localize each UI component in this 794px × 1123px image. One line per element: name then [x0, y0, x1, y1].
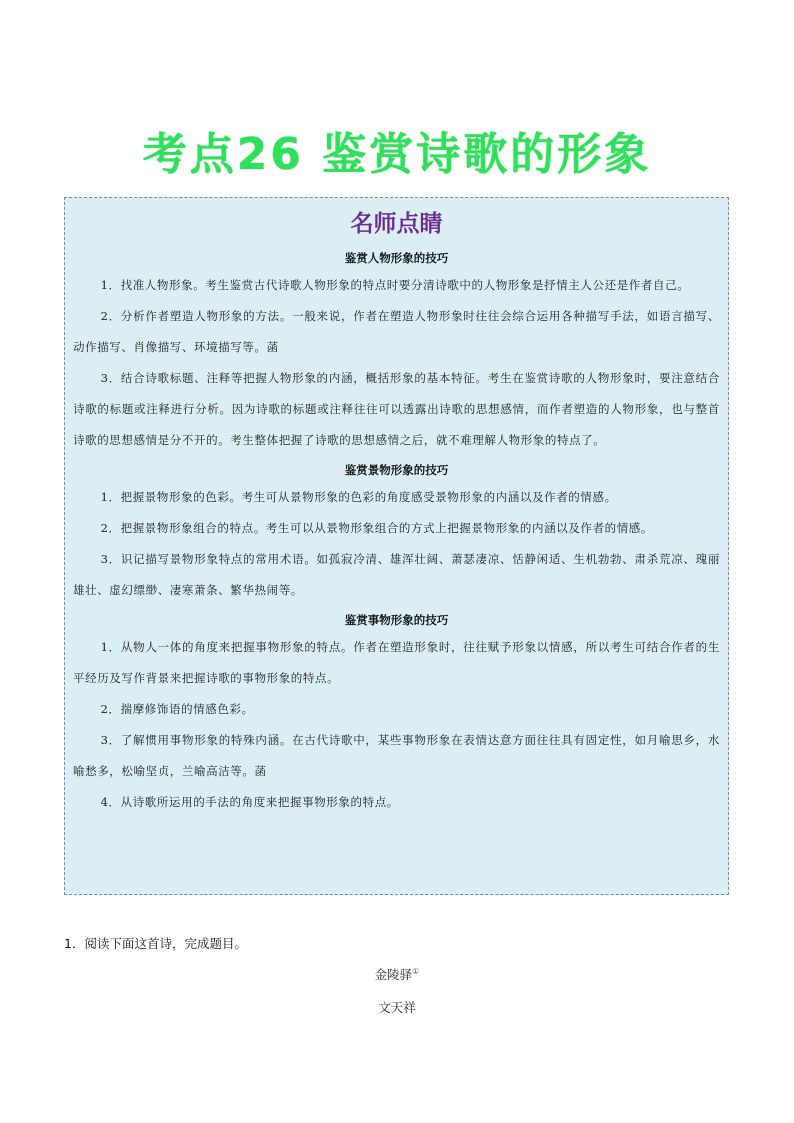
section-title: 鉴赏人物形象的技巧 — [344, 251, 449, 265]
paragraph: 2．分析作者塑造人物形象的方法。一般来说，作者在塑造人物形象时往往会综合运用各种描写手法，如语言描写、动作描写、肖像描写、环境描写等。菡 — [73, 309, 720, 354]
paragraph: 3．识记描写景物形象特点的常用术语。如孤寂冷清、雄浑壮阔、萧瑟凄凉、恬静闲适、生机勃勃、肃杀荒凉、瑰丽雄壮、虚幻缥缈、凄寒萧条、繁华热闹等。 — [73, 552, 720, 597]
section-title: 鉴赏景物形象的技巧 — [344, 463, 449, 477]
paragraph: 1．把握景物形象的色彩。考生可从景物形象的色彩的角度感受景物形象的内涵以及作者的情感。 — [100, 490, 617, 504]
paragraph: 3．了解惯用事物形象的特殊内涵。在古代诗歌中，某些事物形象在表情达意方面往往具有固定性，如月喻思乡，水喻愁多，松喻坚贞，兰喻高洁等。菡 — [73, 733, 720, 778]
paragraph: 2．揣摩修饰语的情感色彩。 — [100, 702, 254, 716]
section-object — [73, 610, 720, 818]
poem-title — [0, 965, 794, 983]
section-title: 鉴赏事物形象的技巧 — [344, 613, 449, 627]
section-character — [73, 248, 720, 456]
paragraph: 4．从诗歌所运用的手法的角度来把握事物形象的特点。 — [100, 795, 399, 809]
question-prompt: 1．阅读下面这首诗，完成题目。 — [64, 936, 247, 951]
paragraph: 1．从物人一体的角度来把握事物形象的特点。作者在塑造形象时，往往赋予形象以情感，所以考生可结合作者的生平经历及写作背景来把握诗歌的事物形象的特点。 — [73, 640, 720, 685]
tips-box — [64, 197, 729, 895]
poem-title-text: 金陵驿 — [374, 967, 413, 982]
poem-author: 文天祥 — [378, 1000, 416, 1015]
section-scenery — [73, 460, 720, 606]
footnote-marker: ① — [412, 966, 420, 976]
box-heading: 名师点睛 — [350, 210, 443, 237]
paragraph: 3．结合诗歌标题、注释等把握人物形象的内涵，概括形象的基本特征。考生在鉴赏诗歌的人物形象时，要注意结合诗歌的标题或注释进行分析。因为诗歌的标题或注释往往可以透露出诗歌的思想感情，而作者塑造的人物形象，也与整首诗歌的思想感情是分不开的。考生整体把握了诗歌的思想感情之后，就不难理解人物形象的特点了。 — [73, 371, 720, 447]
paragraph: 1．找准人物形象。考生鉴赏古代诗歌人物形象的特点时要分清诗歌中的人物形象是抒情主人公还是作者自己。 — [100, 278, 690, 292]
paragraph: 2．把握景物形象组合的特点。考生可以从景物形象组合的方式上把握景物形象的内涵以及作者的情感。 — [100, 521, 654, 535]
page-title: 考点26 鉴赏诗歌的形象 — [142, 129, 652, 180]
